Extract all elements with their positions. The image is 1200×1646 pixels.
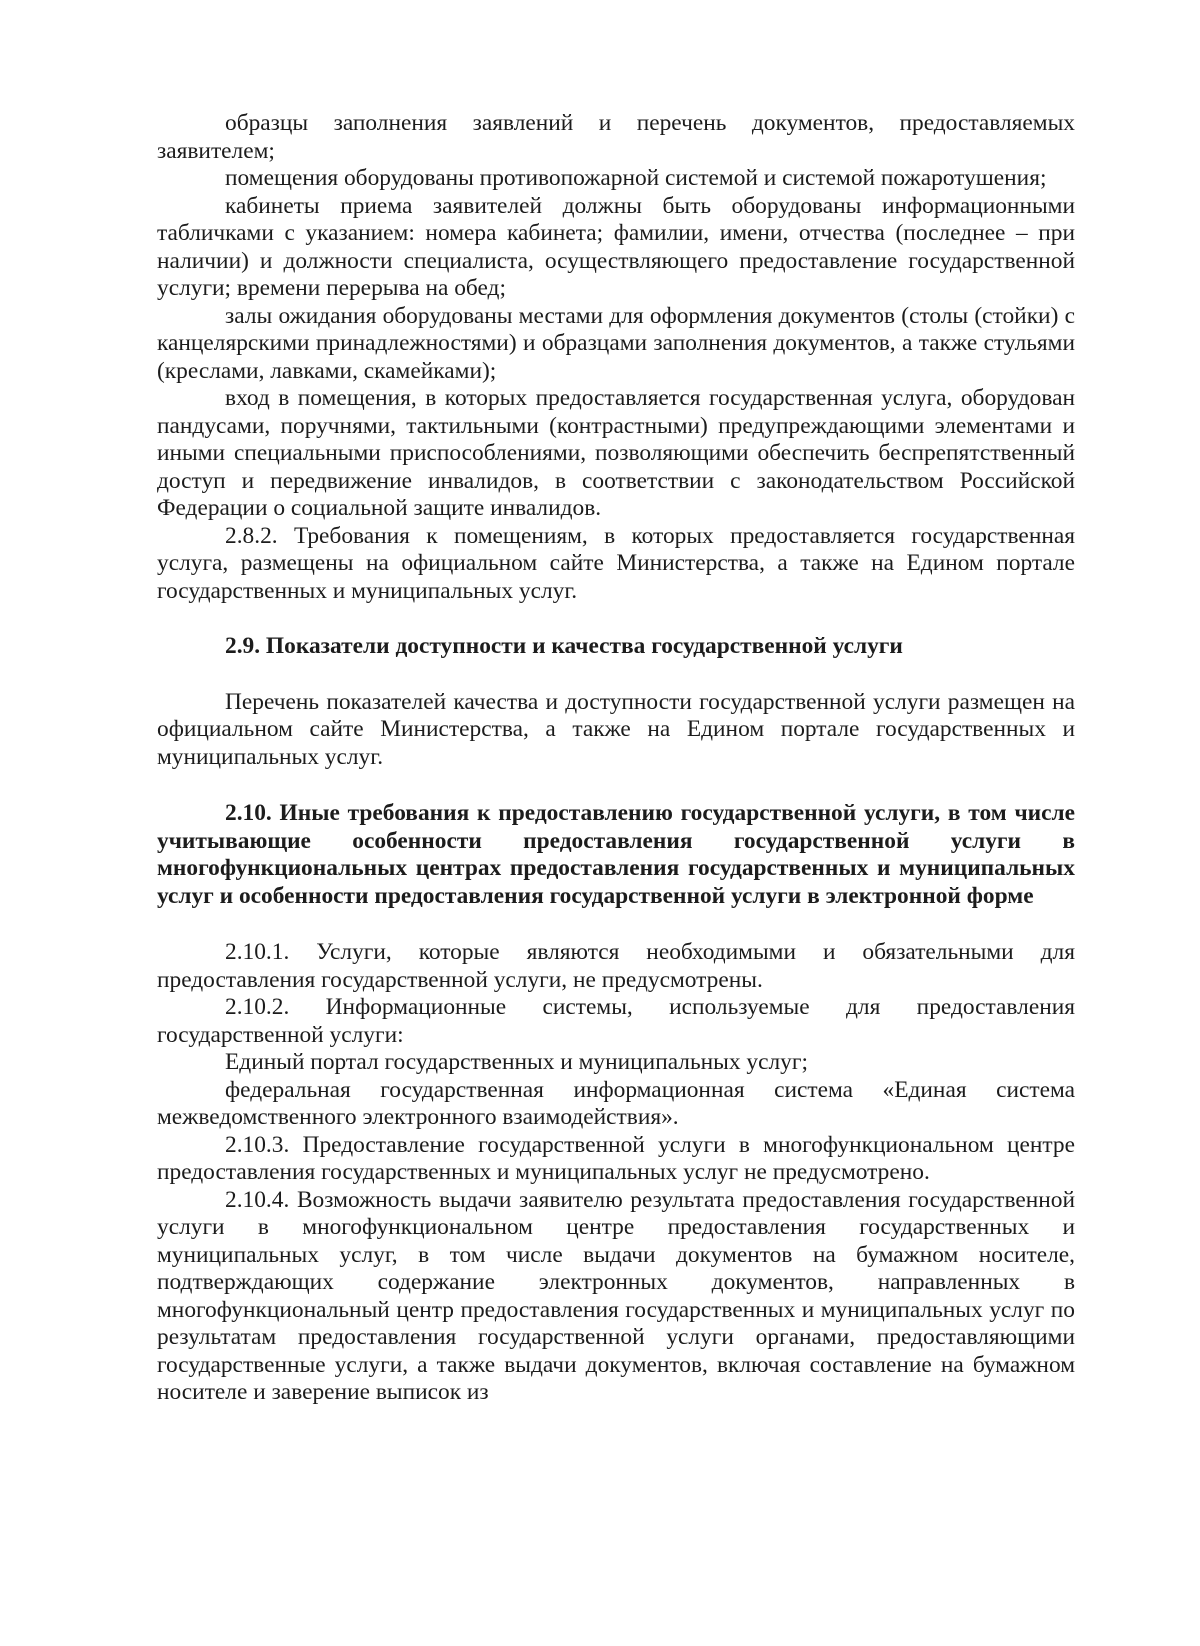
paragraph: образцы заполнения заявлений и перечень документов, предоставляемых заявителем; [157,110,1075,164]
paragraph: федеральная государственная информационная система «Единая система межведомственного электронного взаимодействия». [157,1076,1075,1130]
section-heading-2-10: 2.10. Иные требования к предоставлению государственной услуги, в том числе учитывающие особенности предоставления государственной услуги в многофункциональных центрах предоставления государственных и муниципальных услуг и особенности предоставления государственной услуги в электронной форме [157,800,1075,909]
spacer [157,661,1075,689]
paragraph: 2.10.3. Предоставление государственной услуги в многофункциональном центре предоставления государственных и муниципальных услуг не предусмотрено. [157,1131,1075,1185]
paragraph: вход в помещения, в которых предоставляется государственная услуга, оборудован пандусами, поручнями, тактильными (контрастными) предупреждающими элементами и иными специальными приспособлениями, позволяющими обеспечить беспрепятственный доступ и передвижение инвалидов, в соответствии с законодательством Российской Федерации о социальной защите инвалидов. [157,385,1075,521]
paragraph: 2.10.2. Информационные системы, используемые для предоставления государственной услуги: [157,994,1075,1048]
spacer [157,605,1075,633]
paragraph: Единый портал государственных и муниципальных услуг; [225,1049,808,1075]
paragraph: залы ожидания оборудованы местами для оформления документов (столы (стойки) с канцелярскими принадлежностями) и образцами заполнения документов, а также стульями (креслами, лавками, скамейками); [157,302,1075,384]
paragraph: 2.8.2. Требования к помещениям, в которых предоставляется государственная услуга, размещены на официальном сайте Министерства, а также на Едином портале государственных и муниципальных услуг. [157,522,1075,604]
spacer [157,771,1075,800]
section-heading-2-9: 2.9. Показатели доступности и качества государственной услуги [225,633,903,659]
paragraph: 2.10.4. Возможность выдачи заявителю результата предоставления государственной услуги в многофункциональном центре предоставления государственных и муниципальных услуг, в том числе выдачи документов на бумажном носителе, подтверждающих содержание электронных документов, направленных в многофункциональный центр предоставления государственных и муниципальных услуг по результатам предоставления государственной услуги органами, предоставляющими государственные услуги, а также выдачи документов, включая составление на бумажном носителе и заверение выписок из [157,1186,1075,1405]
paragraph: Перечень показателей качества и доступности государственной услуги размещен на официальном сайте Министерства, а также на Едином портале государственных и муниципальных услуг. [157,688,1075,770]
paragraph: помещения оборудованы противопожарной системой и системой пожаротушения; [225,165,1047,191]
paragraph: 2.10.1. Услуги, которые являются необходимыми и обязательными для предоставления государственной услуги, не предусмотрены. [157,939,1075,993]
spacer [157,910,1075,939]
paragraph: кабинеты приема заявителей должны быть оборудованы информационными табличками с указанием: номера кабинета; фамилии, имени, отчества (последнее – при наличии) и должности специалиста, осуществляющего предоставление государственной услуги; времени перерыва на обед; [157,192,1075,301]
document-page [157,110,1075,1407]
